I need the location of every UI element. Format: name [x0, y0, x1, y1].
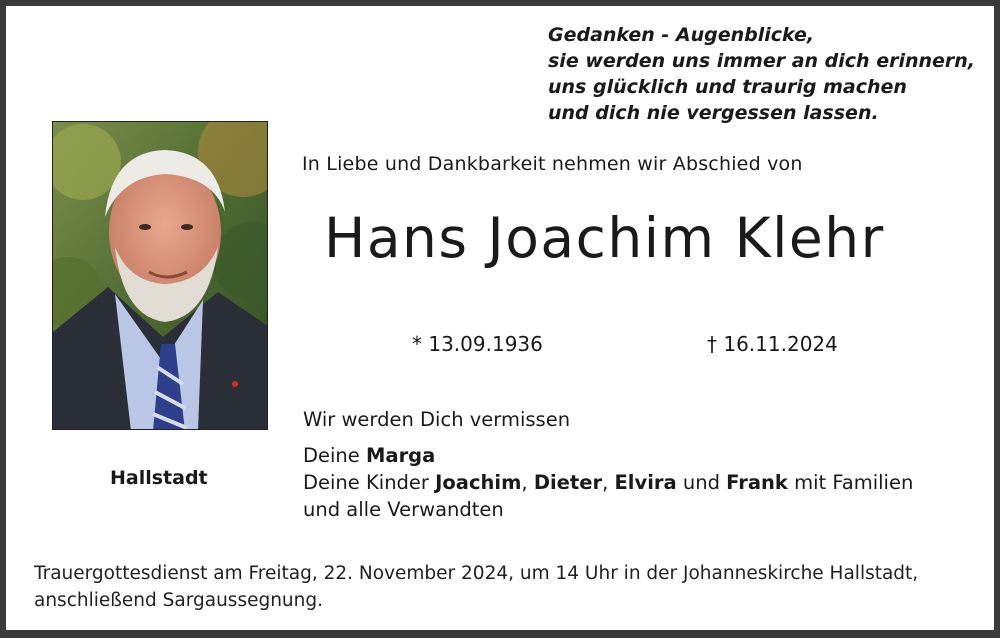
place-name: Hallstadt: [110, 467, 208, 489]
quote-line: und dich nie vergessen lassen.: [548, 102, 879, 124]
separator: und: [676, 471, 727, 494]
family-signatures: [303, 442, 913, 523]
separator: ,: [521, 471, 534, 494]
children-line: [303, 469, 913, 496]
quote-line: uns glücklich und traurig machen: [548, 76, 907, 98]
spouse-prefix: Deine: [303, 444, 366, 467]
child-name: Elvira: [614, 471, 677, 494]
relatives-line: und alle Verwandten: [303, 498, 504, 521]
farewell-text: Wir werden Dich vermissen: [303, 408, 571, 431]
spouse-name: Marga: [366, 444, 436, 467]
memorial-quote: [548, 22, 975, 126]
quote-line: Gedanken - Augenblicke,: [548, 24, 815, 46]
quote-line: sie werden uns immer an dich erinnern,: [548, 50, 976, 72]
service-info: [34, 560, 918, 614]
portrait-photo: [52, 121, 268, 430]
children-suffix: mit Familien: [787, 471, 914, 494]
child-name: Frank: [726, 471, 788, 494]
intro-text: In Liebe und Dankbarkeit nehmen wir Abschied von: [302, 153, 803, 175]
children-prefix: Deine Kinder: [303, 471, 436, 494]
service-line: Trauergottesdienst am Freitag, 22. November 2024, um 14 Uhr in der Johanneskirche Hallstadt,: [34, 563, 919, 584]
service-line: anschließend Sargaussegnung.: [34, 590, 324, 611]
death-date: † 16.11.2024: [707, 332, 838, 356]
birth-date: * 13.09.1936: [412, 332, 543, 356]
obituary-card: [6, 6, 994, 630]
separator: ,: [602, 471, 615, 494]
child-name: Dieter: [533, 471, 603, 494]
spouse-line: [303, 442, 913, 469]
deceased-name: Hans Joachim Klehr: [324, 206, 885, 270]
child-name: Joachim: [435, 471, 522, 494]
